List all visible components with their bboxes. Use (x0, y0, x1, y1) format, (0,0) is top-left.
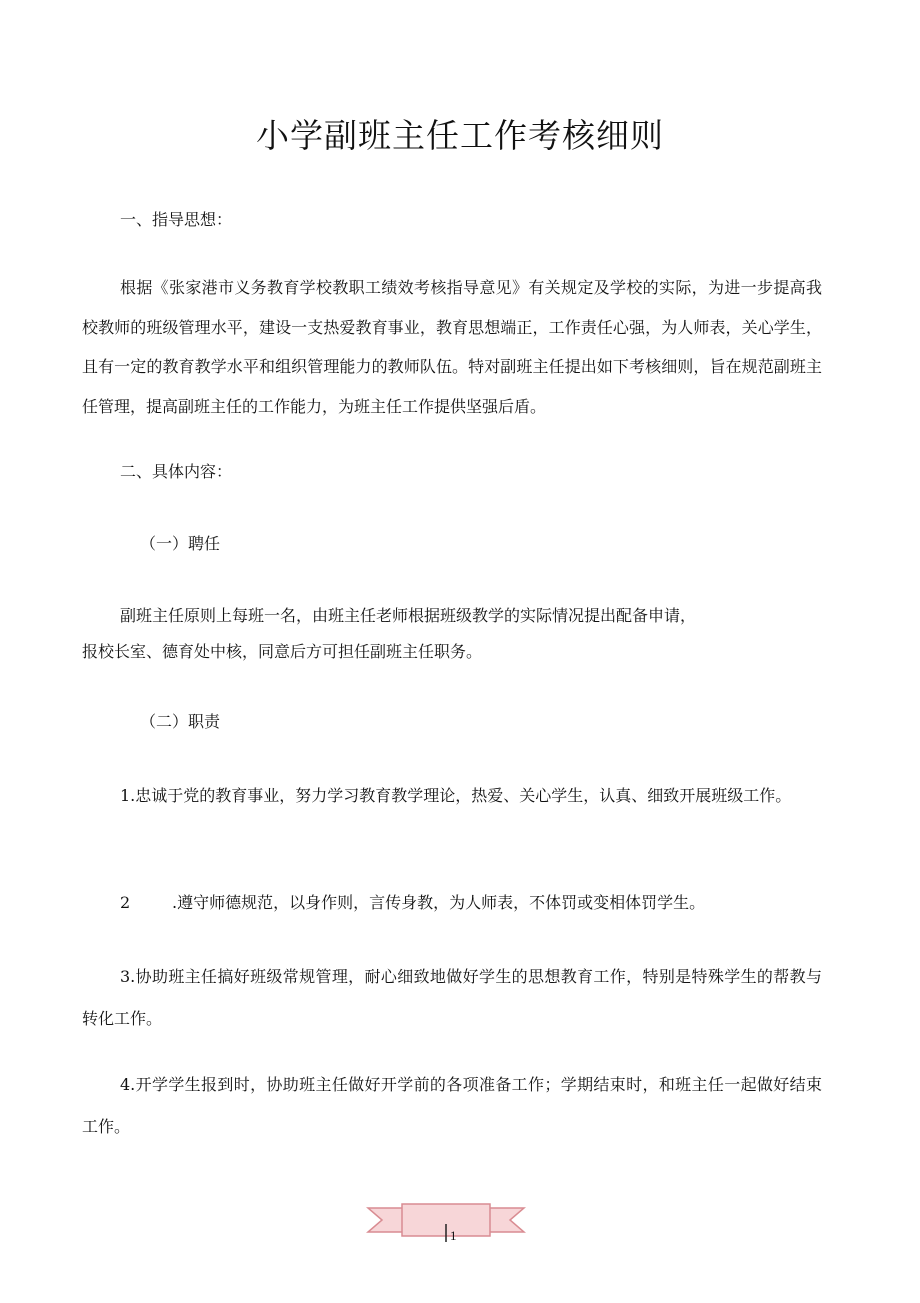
page-number: 1 (450, 1228, 457, 1243)
section2-heading: 二、具体内容： (120, 462, 233, 481)
duty-item-1: 1.忠诚于党的教育事业，努力学习教育教学理论，热爱、关心学生，认真、细致开展班级工作。 (120, 786, 792, 805)
sub1-body-line2: 报校长室、德育处中核，同意后方可担任副班主任职务。 (82, 642, 483, 661)
page-title: 小学副班主任工作考核细则 (256, 116, 664, 155)
section1-body: 根据《张家港市义务教育学校教职工绩效考核指导意见》有关规定及学校的实际，为进一步提高我校教师的班级管理水平，建设一支热爱教育事业，教育思想端正，工作责任心强，为人师表，关心学生，且有一定的教育教学水平和组织管理能力的教师队伍。特对副班主任提出如下考核细则，旨在规范副班主任管理，提高副班主任的工作能力，为班主任工作提供坚强后盾。 (82, 278, 822, 416)
page-number-ribbon (366, 1196, 526, 1246)
duty-item-2-text: .遵守师德规范，以身作则，言传身教，为人师表，不体罚或变相体罚学生。 (172, 893, 706, 912)
sub2-heading: （二）职责 (140, 712, 221, 731)
section1-heading: 一、指导思想： (120, 210, 233, 229)
sub1-body-line1: 副班主任原则上每班一名，由班主任老师根据班级教学的实际情况提出配备申请， (120, 606, 697, 625)
duty-item-3: 3.协助班主任搞好班级常规管理，耐心细致地做好学生的思想教育工作，特别是特殊学生的帮教与转化工作。 (82, 967, 822, 1028)
sub1-heading: （一）聘任 (140, 534, 221, 553)
duty-item-2-number: 2 (120, 893, 131, 912)
ribbon-icon (366, 1196, 526, 1246)
duty-item-4: 4.开学学生报到时，协助班主任做好开学前的各项准备工作；学期结束时，和班主任一起做好结束工作。 (82, 1075, 822, 1136)
